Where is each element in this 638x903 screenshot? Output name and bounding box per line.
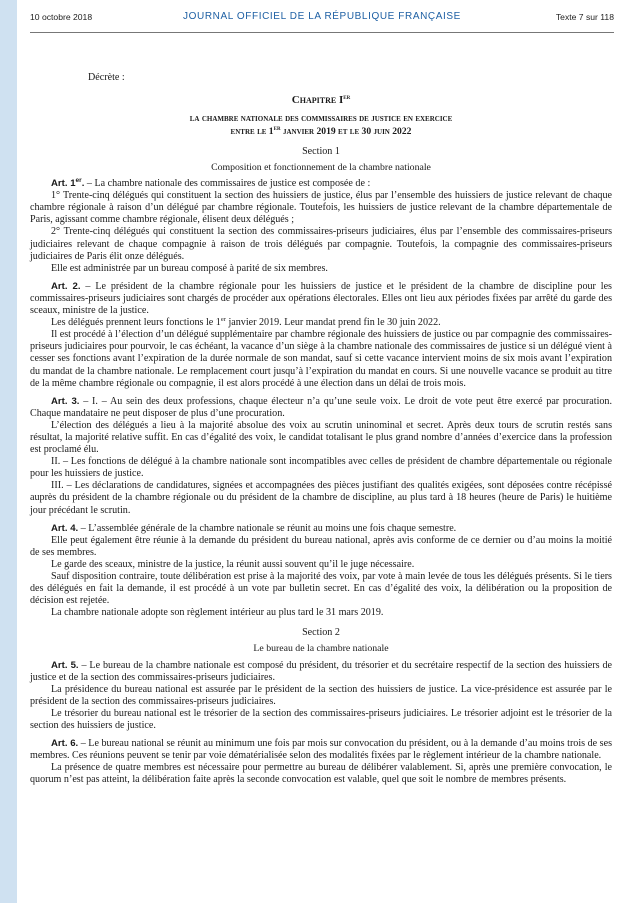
article-2-paragraph: Les délégués prennent leurs fonctions le 1er janvier 2019. Leur mandat prend fin le 30 juin 2022. <box>51 316 441 329</box>
article-4-paragraph: Elle peut également être réunie à la demande du président du bureau national, après avis conforme de ce dernier ou d’au moins la moitié de ses membres. <box>30 534 612 558</box>
chapter-subtitle <box>30 113 612 138</box>
chapter-subtitle-line1: la chambre nationale des commissaires de justice en exercice <box>189 113 453 125</box>
article-5-paragraph: Le trésorier du bureau national est le trésorier de la section des commissaires-priseurs judiciaires. Le trésorier adjoint est le trésorier de la section des huissiers de justice. <box>30 707 612 732</box>
header-journal-title: JOURNAL OFFICIEL DE LA RÉPUBLIQUE FRANÇAISE <box>183 11 461 22</box>
section-2-title: Le bureau de la chambre nationale <box>253 643 389 655</box>
decrete-line: Décrète : <box>88 72 125 83</box>
article-4-paragraph: Sauf disposition contraire, toute délibération est prise à la majorité des voix, par vote à main levée de tous les délégués présents. Si le tiers des délégués en fait la demande, il est procédé à un vote par bulletin secret. En cas d’égalité des voix, la délibération ou la proposition de décision est rejetée. <box>30 571 612 607</box>
document-body <box>30 72 612 787</box>
article-3-paragraph: L’élection des délégués a lieu à la majorité absolue des voix au scrutin uninominal et secret. Après deux tours de scrutin restés sans résultat, la majorité relative suffit. En cas d’égalité des voix, le candidat totalisant le plus grand nombre d’années d’exercice dans la profession est proclamé élu. <box>30 419 612 456</box>
article-6-intro: Art. 6. – Le bureau national se réunit au minimum une fois par mois sur convocation du président, ou à la demande d’au moins trois de ses membres. Ces réunions peuvent se tenir par voie dématérialisée selon des modalités fixées par le règlement intérieur de la chambre nationale. <box>30 738 612 762</box>
article-3-label: Art. 3. <box>51 395 80 407</box>
article-2-intro: Art. 2. – Le président de la chambre régionale pour les huissiers de justice et le président de la chambre de discipline pour les commissaires-priseurs judiciaires sont chargés de procéder aux opérations électorales. Elles ont lieu aux périodes fixées par arrêté du garde des sceaux, ministre de la justice. <box>30 280 612 317</box>
article-2-label: Art. 2. <box>51 280 81 292</box>
article-1-label: Art. 1er. <box>51 177 85 190</box>
left-margin-bar <box>0 0 17 903</box>
article-1-paragraph: 1° Trente-cinq délégués qui constituent la section des huissiers de justice, élus par l’ensemble des huissiers de justice relevant de chaque chambre régionale à raison d’un délégué par chambre régionale. Toutefois, les huissiers de justice relevant de la chambre départementale de Paris, agissant comme chambre régionale, élisent deux délégués ; <box>30 190 612 226</box>
article-4-intro: Art. 4. – L’assemblée générale de la chambre nationale se réunit au moins une fois chaque semestre. <box>51 522 457 534</box>
article-4-label: Art. 4. <box>51 522 79 534</box>
page-header <box>30 12 614 26</box>
article-4-paragraph: La chambre nationale adopte son règlement intérieur au plus tard le 31 mars 2019. <box>51 607 384 619</box>
article-5-paragraph: La présidence du bureau national est assurée par le président de la section des huissiers de justice. La vice-présidence est assurée par le président de la section des commissaires-priseurs judiciaires. <box>30 683 612 707</box>
header-text-number: Texte 7 sur 118 <box>555 12 614 22</box>
header-rule <box>30 32 614 33</box>
article-6-label: Art. 6. <box>51 738 79 750</box>
chapter-title: Chapitre Ier <box>291 94 351 107</box>
article-3-paragraph: III. – Les déclarations de candidatures, signées et accompagnées des pièces justifiant des qualités exigées, sont déposées contre récépissé auprès du président de la chambre régionale ou du président de la chambre de discipline, au plus tard à 18 heures (heure de Paris) le huitième jour précédant le scrutin. <box>30 480 612 516</box>
section-2-number: Section 2 <box>302 627 340 639</box>
article-1-paragraph: Elle est administrée par un bureau composé à parité de six membres. <box>51 262 328 274</box>
section-1-number: Section 1 <box>302 145 340 157</box>
header-date: 10 octobre 2018 <box>30 12 93 22</box>
chapter-subtitle-line2: entre le 1er janvier 2019 et le 30 juin 2022 <box>230 124 412 137</box>
article-1-paragraph: 2° Trente-cinq délégués qui constituent la section des commissaires-priseurs judiciaires, élus par l’ensemble des commissaires-priseurs judiciaires relevant de chaque compagnie à raison de trois délégués par compagnie. Toutefois, la compagnie des commissaires-priseurs judiciaires de Paris élit onze délégués. <box>30 226 612 262</box>
article-1-intro: Art. 1er. – La chambre nationale des commissaires de justice est composée de : <box>51 177 371 190</box>
article-3-paragraph: II. – Les fonctions de délégué à la chambre nationale sont incompatibles avec celles de président de chambre départementale ou régionale pour les huissiers de justice. <box>30 456 612 480</box>
article-4-paragraph: Le garde des sceaux, ministre de la justice, la réunit aussi souvent qu’il le juge nécessaire. <box>51 558 415 570</box>
article-5-intro: Art. 5. – Le bureau de la chambre nationale est composé du président, du trésorier et du secrétaire respectif de la section des huissiers de justice et de la section des commissaires-priseurs judiciaires. <box>30 659 612 683</box>
article-6-paragraph: La présence de quatre membres est nécessaire pour permettre au bureau de délibérer valablement. Si, après une première convocation, le quorum n’est pas atteint, la délibération faite après la seconde convocation est valable, quel que soit le nombre de membres présents. <box>30 762 612 786</box>
article-5-label: Art. 5. <box>51 659 79 671</box>
article-2-paragraph: Il est procédé à l’élection d’un délégué supplémentaire par chambre régionale des huissiers de justice ou par compagnie des commissaires-priseurs judiciaires pour pourvoir, le cas échéant, la vacance d’un siège à la chambre nationale des commissaires de justice si un délégué vient à cesser ses fonctions avant l’expiration de la durée normale de son mandat, sauf si cette vacance intervient moins de six mois avant l’expiration du mandat de la chambre nationale. Le remplacement court jusqu’à l’expiration du mandat en cours. Si une nouvelle vacance se produit au titre de la même chambre régionale ou compagnie, il est alors procédé à une élection dans un délai de trois mois. <box>30 329 612 389</box>
section-1-title: Composition et fonctionnement de la chambre nationale <box>211 162 431 173</box>
article-3-intro: Art. 3. – I. – Au sein des deux professions, chaque électeur n’a qu’une seule voix. Le droit de vote peut être exercé par procuration. Chaque mandataire ne peut disposer de plus d’une procuration. <box>30 395 612 419</box>
